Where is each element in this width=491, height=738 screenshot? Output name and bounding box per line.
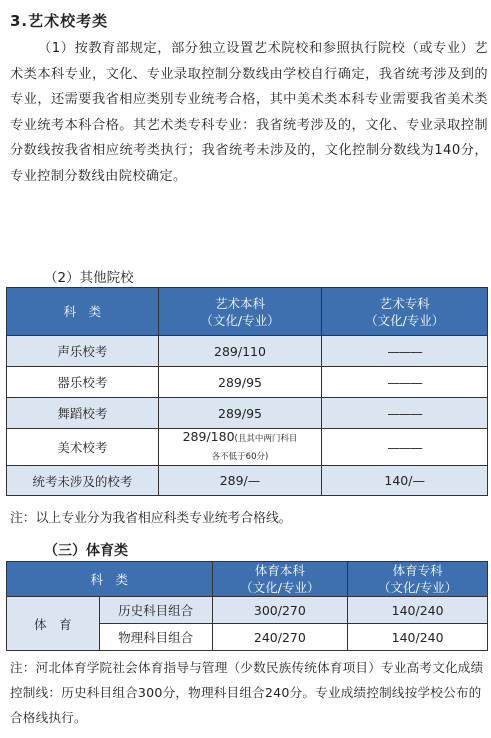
row-category: 声乐校考 bbox=[7, 336, 159, 367]
sports-table-note: 注：河北体育学院社会体育指导与管理（少数民族传统体育项目）专业高考文化成绩控制线：历史科目组合300分，物理科目组合240分。专业成绩控制线按学校公布的合格线执行。 bbox=[10, 660, 484, 725]
header-sports-benke bbox=[212, 562, 348, 597]
header-sports-zhuanke bbox=[348, 562, 488, 597]
header-sports-zhuanke-sub: （文化/专业） bbox=[378, 580, 458, 595]
header-art-benke bbox=[158, 288, 322, 336]
row-category: 体 育 bbox=[7, 597, 100, 651]
row-zhuanke: 140/— bbox=[322, 466, 488, 496]
benke-note-2: 各不低于60分) bbox=[211, 452, 269, 462]
row-benke: 289/— bbox=[158, 466, 322, 496]
row-benke: 289/110 bbox=[158, 336, 322, 367]
header-sports-benke-sub: （文化/专业） bbox=[240, 580, 320, 595]
header-sports-benke-title: 体育本科 bbox=[254, 563, 305, 578]
policy-paragraph: （1）按教育部规定，部分独立设置艺术院校和参照执行院校（或专业）艺术类本科专业，文化、专业录取控制分数线由学校自行确定，我省统考涉及到的专业，还需要我省相应类别专业统考合格，其中美术类本科专业需要我省美术类专业统考本科合格。其艺术类专科专业：我省统考涉及的，文化、专业录取控制分数线按我省相应统考类执行；我省统考未涉及的，文化控制分数线为140分，专业控制分数线由院校确定。 bbox=[10, 41, 488, 184]
row-combo: 历史科目组合 bbox=[99, 597, 212, 624]
header-art-benke-title: 艺术本科 bbox=[214, 295, 265, 311]
table-row bbox=[7, 429, 488, 466]
benke-note: (且其中两门科目 bbox=[234, 434, 298, 444]
header-art-zhuanke bbox=[322, 288, 488, 336]
row-benke bbox=[158, 429, 322, 466]
subsection-sports: （三）体育类 bbox=[44, 543, 128, 559]
row-zhuanke: ——— bbox=[322, 367, 488, 398]
row-zhuanke: ——— bbox=[322, 336, 488, 367]
sports-table bbox=[6, 561, 488, 651]
table-row bbox=[7, 597, 488, 624]
header-art-zhuanke-title: 艺术专科 bbox=[379, 295, 430, 311]
section-title: 3.艺术校考类 bbox=[10, 12, 109, 30]
row-benke: 300/270 bbox=[212, 597, 348, 624]
table-header-row bbox=[7, 288, 488, 336]
row-category: 美术校考 bbox=[7, 429, 159, 466]
table-header-row bbox=[7, 562, 488, 597]
row-benke: 289/95 bbox=[158, 398, 322, 429]
row-category: 舞蹈校考 bbox=[7, 398, 159, 429]
header-sports-zhuanke-title: 体育专科 bbox=[392, 563, 443, 578]
header-art-zhuanke-sub: （文化/专业） bbox=[365, 312, 445, 328]
row-combo: 物理科目组合 bbox=[99, 624, 212, 651]
benke-score: 289/180 bbox=[182, 429, 235, 444]
header-category: 科 类 bbox=[7, 562, 213, 597]
table-row bbox=[7, 466, 488, 496]
art-table-note: 注：以上专业分为我省相应科类专业统考合格线。 bbox=[10, 511, 292, 526]
art-exam-table bbox=[6, 287, 488, 496]
row-zhuanke: ——— bbox=[322, 429, 488, 466]
row-category: 统考未涉及的校考 bbox=[7, 466, 159, 496]
row-zhuanke: 140/240 bbox=[348, 624, 488, 651]
row-benke: 240/270 bbox=[212, 624, 348, 651]
subsection-other-schools: （2）其他院校 bbox=[44, 270, 134, 286]
row-zhuanke: 140/240 bbox=[348, 597, 488, 624]
table-row bbox=[7, 336, 488, 367]
row-zhuanke: ——— bbox=[322, 398, 488, 429]
header-category: 科 类 bbox=[7, 288, 159, 336]
header-art-benke-sub: （文化/专业） bbox=[200, 312, 280, 328]
table-row bbox=[7, 367, 488, 398]
row-benke: 289/95 bbox=[158, 367, 322, 398]
table-row bbox=[7, 398, 488, 429]
row-category: 器乐校考 bbox=[7, 367, 159, 398]
